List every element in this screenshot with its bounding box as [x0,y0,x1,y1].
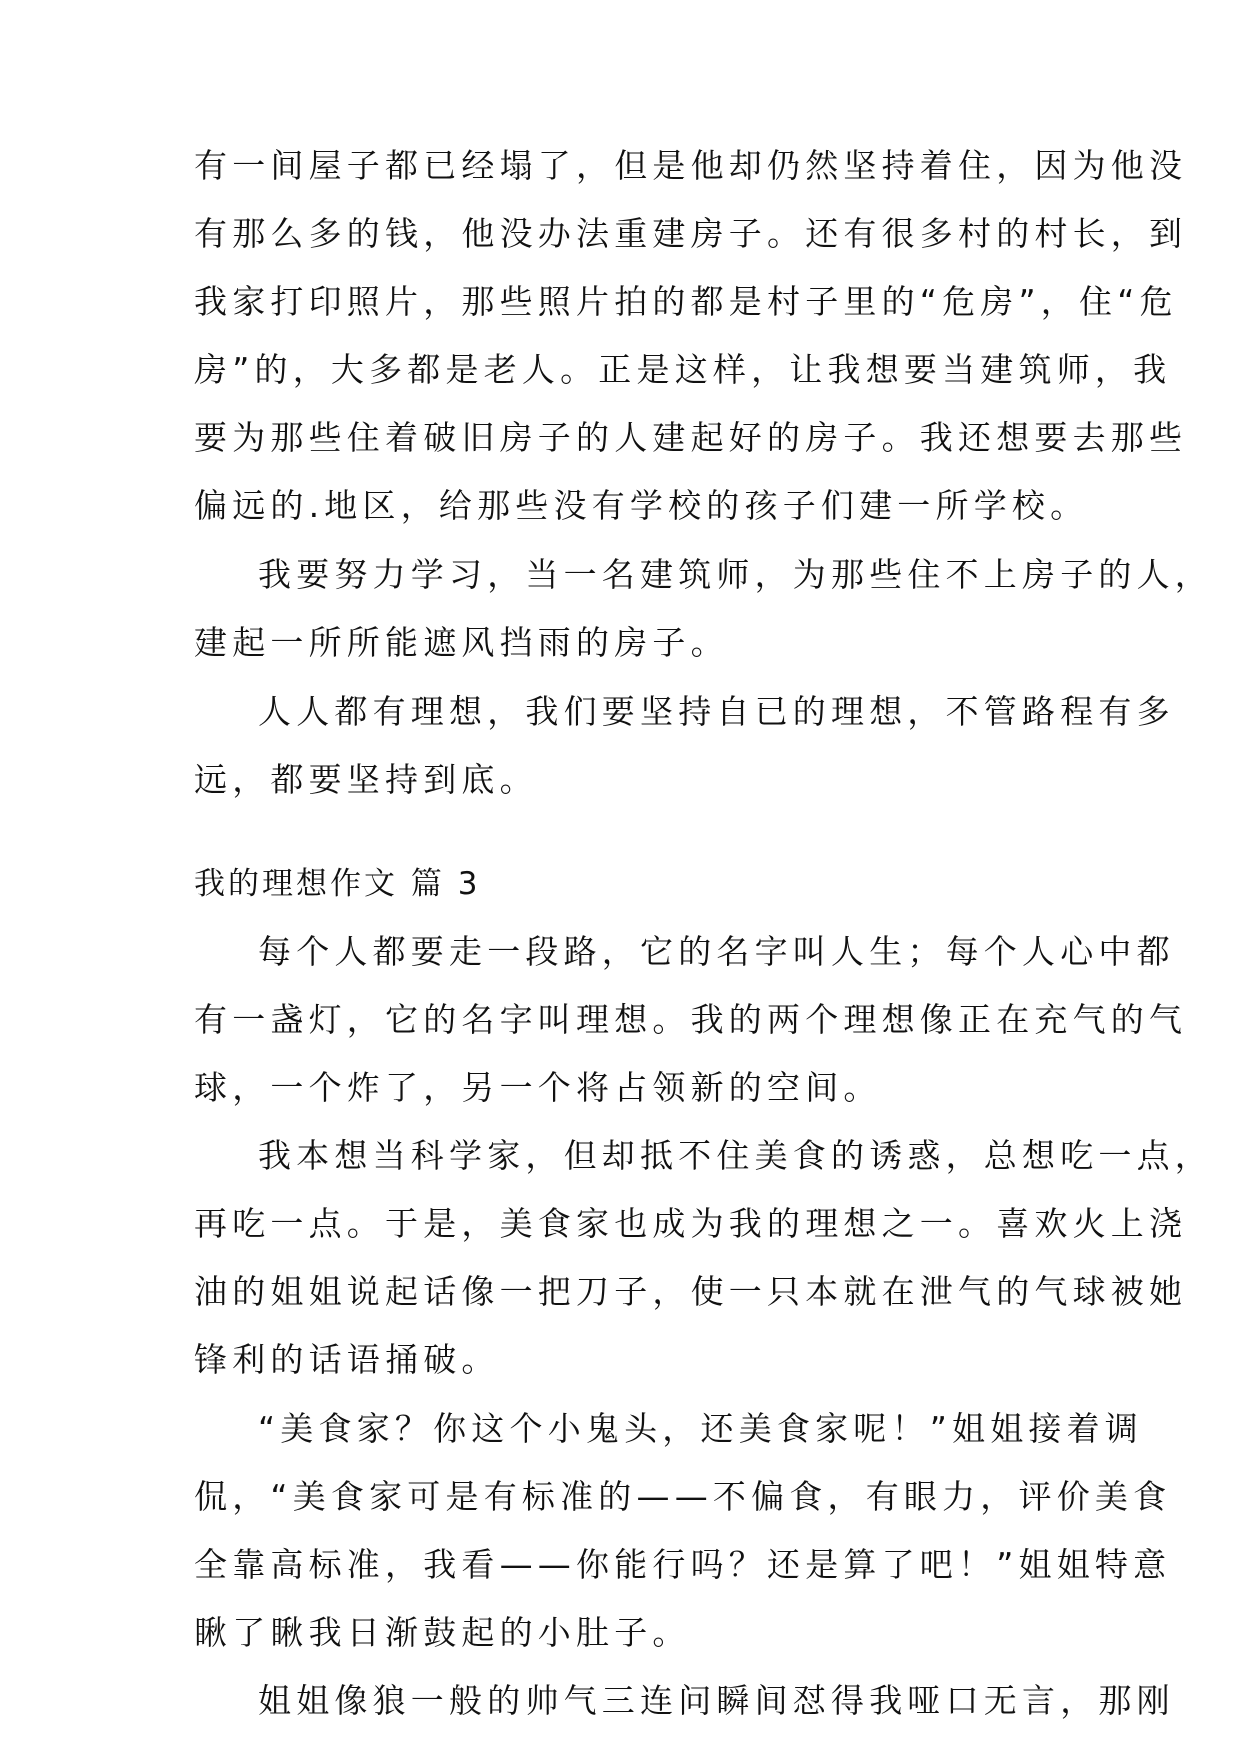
text-line: 有一盏灯，它的名字叫理想。我的两个理想像正在充气的气 [194,1000,1188,1039]
paragraph-first-line: 我本想当科学家，但却抵不住美食的诱惑，总想吃一点， [258,1136,1213,1175]
paragraph-first-line: 人人都有理想，我们要坚持自已的理想，不管路程有多 [258,692,1175,731]
section-heading: 我的理想作文 篇 3 [194,866,481,902]
text-line: 瞅了瞅我日渐鼓起的小肚子。 [194,1613,691,1652]
text-line: 有那么多的钱，他没办法重建房子。还有很多村的村长，到 [194,214,1188,253]
text-line: 建起一所所能遮风挡雨的房子。 [194,623,729,662]
text-line: 我家打印照片，那些照片拍的都是村子里的“危房”，住“危 [194,282,1178,321]
paragraph-first-line: 每个人都要走一段路，它的名字叫人生；每个人心中都 [258,932,1175,971]
text-line: 偏远的.地区，给那些没有学校的孩子们建一所学校。 [194,486,1089,525]
text-line: 再吃一点。于是，美食家也成为我的理想之一。喜欢火上浇 [194,1204,1188,1243]
text-line: 全靠高标准，我看——你能行吗？还是算了吧！”姐姐特意 [194,1545,1172,1584]
paragraph-first-line: “美食家？你这个小鬼头，还美食家呢！”姐姐接着调 [258,1409,1143,1448]
text-line: 有一间屋子都已经塌了，但是他却仍然坚持着住，因为他没 [194,146,1188,185]
text-line: 房”的，大多都是老人。正是这样，让我想要当建筑师，我 [194,350,1172,389]
text-line: 球，一个炸了，另一个将占领新的空间。 [194,1068,882,1107]
paragraph-first-line: 姐姐像狼一般的帅气三连问瞬间怼得我哑口无言，那刚 [258,1681,1175,1720]
text-line: 侃，“美食家可是有标准的——不偏食，有眼力，评价美食 [194,1477,1172,1516]
paragraph-first-line: 我要努力学习，当一名建筑师，为那些住不上房子的人， [258,555,1213,594]
text-line: 要为那些住着破旧房子的人建起好的房子。我还想要去那些 [194,418,1188,457]
text-line: 油的姐姐说起话像一把刀子，使一只本就在泄气的气球被她 [194,1272,1188,1311]
text-line: 锋利的话语捅破。 [194,1340,500,1379]
text-line: 远，都要坚持到底。 [194,760,538,799]
